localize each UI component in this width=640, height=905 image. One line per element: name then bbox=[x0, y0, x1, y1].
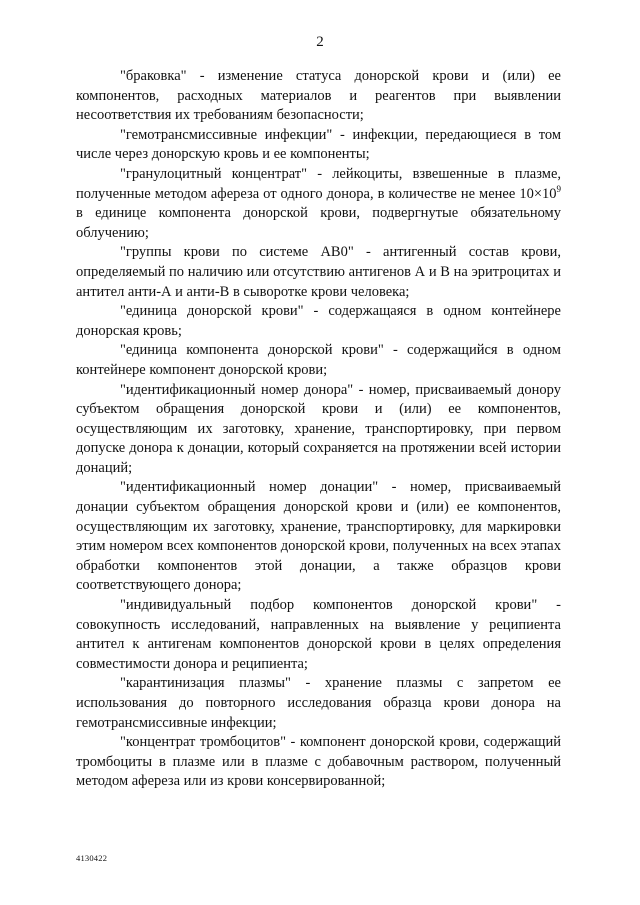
granulocyte-quantity: $10\times 10^9$ bbox=[519, 183, 562, 202]
granulocyte-text-continuation: в единице компонента донорской крови, подвергнутые обязательному облучению; bbox=[76, 205, 561, 241]
granulocyte-text: "гранулоцитный концентрат" - лейкоциты, взвешенные в плазме, полученные методом афереза от одного донора, в количестве не менее bbox=[76, 165, 561, 202]
definition-gemotransmissive-infections: "гемотрансмиссивные инфекции" - инфекции, передающиеся в том числе через донорскую кровь и ее компоненты; bbox=[76, 126, 561, 163]
page-number: 2 bbox=[316, 34, 324, 50]
definition-individual-component-selection: "индивидуальный подбор компонентов донорской крови" - совокупность исследований, направленных на выявление у реципиента антител к антигенам компонентов донорской крови в целях определения совместимости донора и реципиента; bbox=[76, 597, 561, 672]
definition-plasma-quarantine: "карантинизация плазмы" - хранение плазмы с запретом ее использования до повторного исследования образца крови донора на гемотрансмиссивные инфекции; bbox=[76, 675, 561, 731]
definition-platelet-concentrate: "концентрат тромбоцитов" - компонент донорской крови, содержащий тромбоциты в плазме или в плазме с добавочным раствором, полученный методом афереза или из крови консервированной; bbox=[76, 734, 561, 790]
definition-blood-groups-ab0: "группы крови по системе АВ0" - антигенный состав крови, определяемый по наличию или отсутствию антигенов А и В на эритроцитах и антител анти-А и анти-В в сыворотке крови человека; bbox=[76, 244, 561, 300]
definition-granulocyte-concentrate bbox=[76, 165, 561, 243]
document-body bbox=[76, 67, 561, 792]
definition-blood-component-unit: "единица компонента донорской крови" - содержащийся в одном контейнере компонент донорской крови; bbox=[76, 342, 561, 378]
definition-brakovka: "браковка" - изменение статуса донорской крови и (или) ее компонентов, расходных материалов и реагентов при выявлении несоответствия их требованиям безопасности; bbox=[76, 68, 561, 124]
definition-donation-id-number: "идентификационный номер донации" - номер, присваиваемый донации субъектом обращения донорской крови и (или) ее компонентов, осуществляющим их заготовку, хранение, транспортировку, для маркировки этим номером всех компонентов донорской крови, полученных на всех этапах обработки компонентов этой донации, а также образцов крови соответствующего донора; bbox=[76, 479, 561, 594]
definition-donor-id-number: "идентификационный номер донора" - номер, присваиваемый донору субъектом обращения донорской крови и (или) ее компонентов, осуществляющим их заготовку, хранение, транспортировку, при первом допуске донора к донации, который сохраняется на протяжении всей истории донаций; bbox=[76, 381, 561, 476]
definition-donor-blood-unit: "единица донорской крови" - содержащаяся в одном контейнере донорская кровь; bbox=[76, 303, 561, 339]
document-code: 4130422 bbox=[76, 853, 108, 863]
